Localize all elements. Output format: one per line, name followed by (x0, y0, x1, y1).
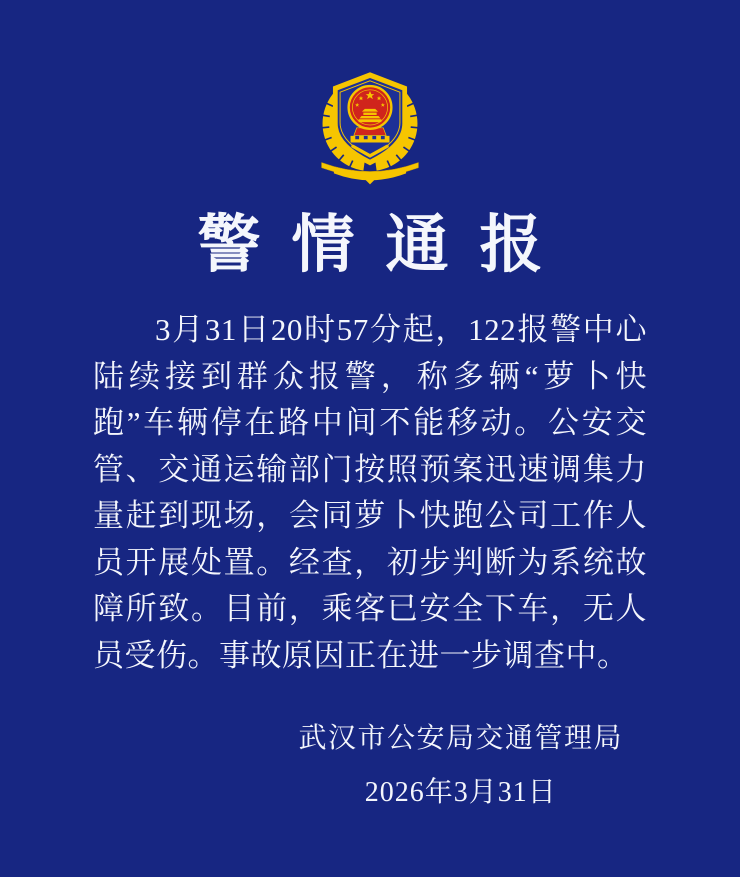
police-badge-emblem (294, 58, 446, 187)
signature-block (298, 722, 623, 810)
badge-wings-icon (322, 162, 419, 184)
notice-title: 警情通报 (197, 210, 574, 281)
notice-body-paragraph: 3月31日20时57分起，122报警中心陆续接到群众报警，称多辆“萝卜快跑”车辆停在路中间不能移动。公安交管、交通运输部门按照预案迅速调集力量赶到现场，会同萝卜快跑公司工作人员开展处置。经查，初步判断为系统故障所致。目前，乘客已安全下车，无人员受伤。事故原因正在进一步调查中。 (93, 312, 647, 673)
national-emblem-icon (349, 86, 392, 129)
issue-date: 2026年3月31日 (364, 777, 557, 808)
issuing-agency: 武汉市公安局交通管理局 (298, 723, 623, 754)
